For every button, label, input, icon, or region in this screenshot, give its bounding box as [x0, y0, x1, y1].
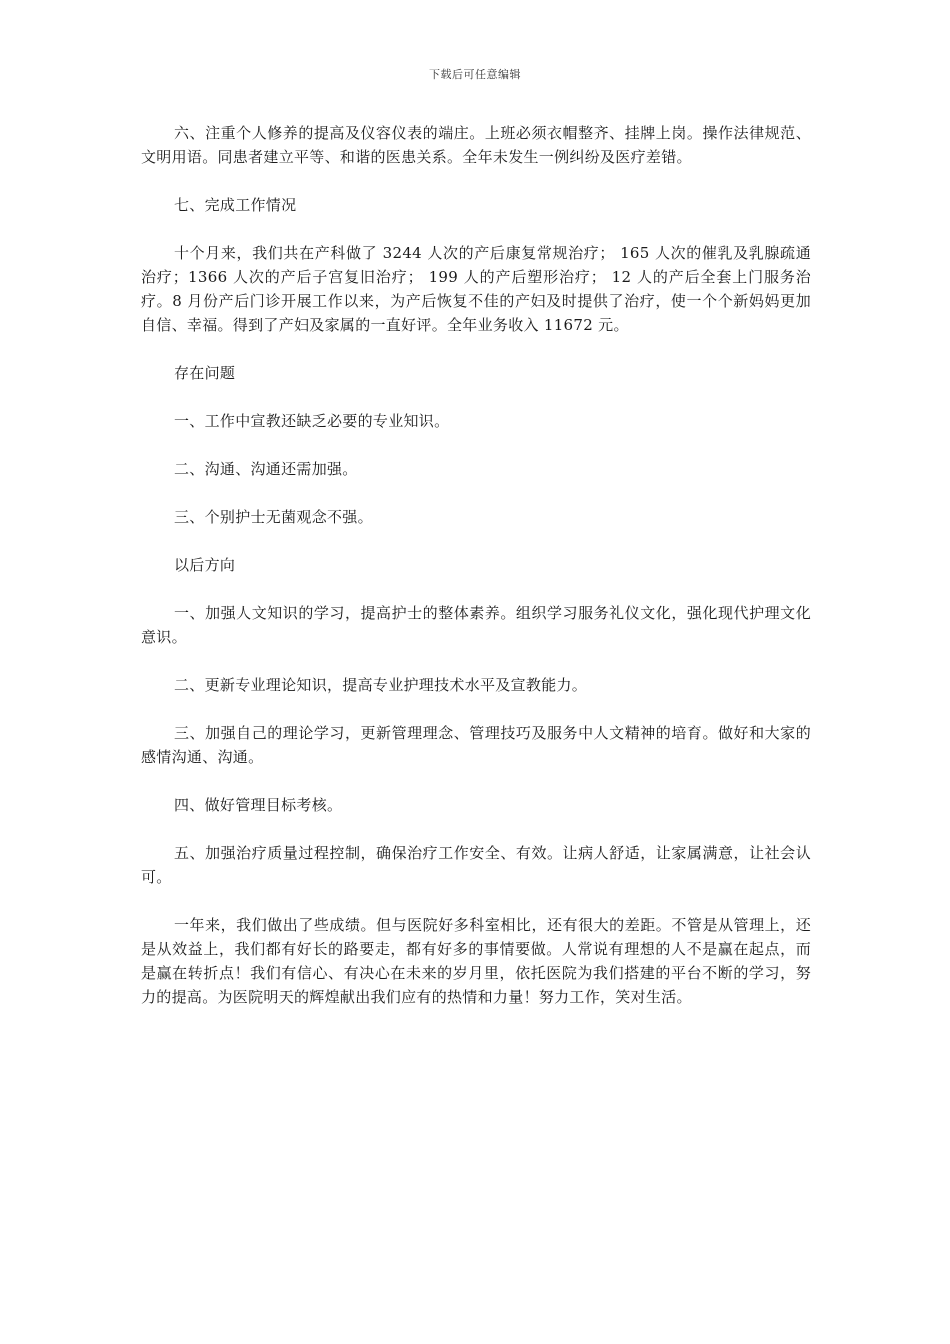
direction-item-2: 二、更新专业理论知识，提高专业护理技术水平及宣教能力。 [174, 676, 588, 694]
problem-item-2: 二、沟通、沟通还需加强。 [174, 460, 358, 478]
section-heading-work-completion: 七、完成工作情况 [174, 196, 297, 214]
direction-item-3: 三、加强自己的理论学习，更新管理理念、管理技巧及服务中人文精神的培育。做好和大家的感情沟通、沟通。 [141, 724, 811, 766]
problem-item-3: 三、个别护士无菌观念不强。 [174, 508, 373, 526]
document-body [141, 121, 811, 1033]
paragraph-work-statistics: 十个月来，我们共在产科做了 3244 人次的产后康复常规治疗； 165 人次的催乳及乳腺疏通治疗；1366 人次的产后子宫复旧治疗； 199 人的产后塑形治疗； 12 人的产后全套上门服务治疗。8 月份产后门诊开展工作以来，为产后恢复不佳的产妇及时提供了治疗，使一个个新妈妈更加自信、幸福。得到了产妇及家属的一直好评。全年业务收入 11672 元。 [141, 244, 811, 334]
header-note: 下载后可任意编辑 [429, 68, 521, 81]
section-heading-future-direction: 以后方向 [174, 556, 236, 574]
paragraph-conclusion: 一年来，我们做出了些成绩。但与医院好多科室相比，还有很大的差距。不管是从管理上，还是从效益上，我们都有好长的路要走，都有好多的事情要做。人常说有理想的人不是赢在起点，而是赢在转折点！我们有信心、有决心在未来的岁月里，依托医院为我们搭建的平台不断的学习，努力的提高。为医院明天的辉煌献出我们应有的热情和力量！努力工作，笑对生活。 [141, 916, 811, 1006]
problem-item-1: 一、工作中宣教还缺乏必要的专业知识。 [174, 412, 450, 430]
direction-item-5: 五、加强治疗质量过程控制，确保治疗工作安全、有效。让病人舒适，让家属满意，让社会认可。 [141, 844, 811, 886]
section-heading-problems: 存在问题 [174, 364, 236, 382]
paragraph-6-conduct: 六、注重个人修养的提高及仪容仪表的端庄。上班必须衣帽整齐、挂牌上岗。操作法律规范、文明用语。同患者建立平等、和谐的医患关系。全年未发生一例纠纷及医疗差错。 [141, 124, 811, 166]
direction-item-4: 四、做好管理目标考核。 [174, 796, 343, 814]
direction-item-1: 一、加强人文知识的学习，提高护士的整体素养。组织学习服务礼仪文化，强化现代护理文化意识。 [141, 604, 811, 646]
